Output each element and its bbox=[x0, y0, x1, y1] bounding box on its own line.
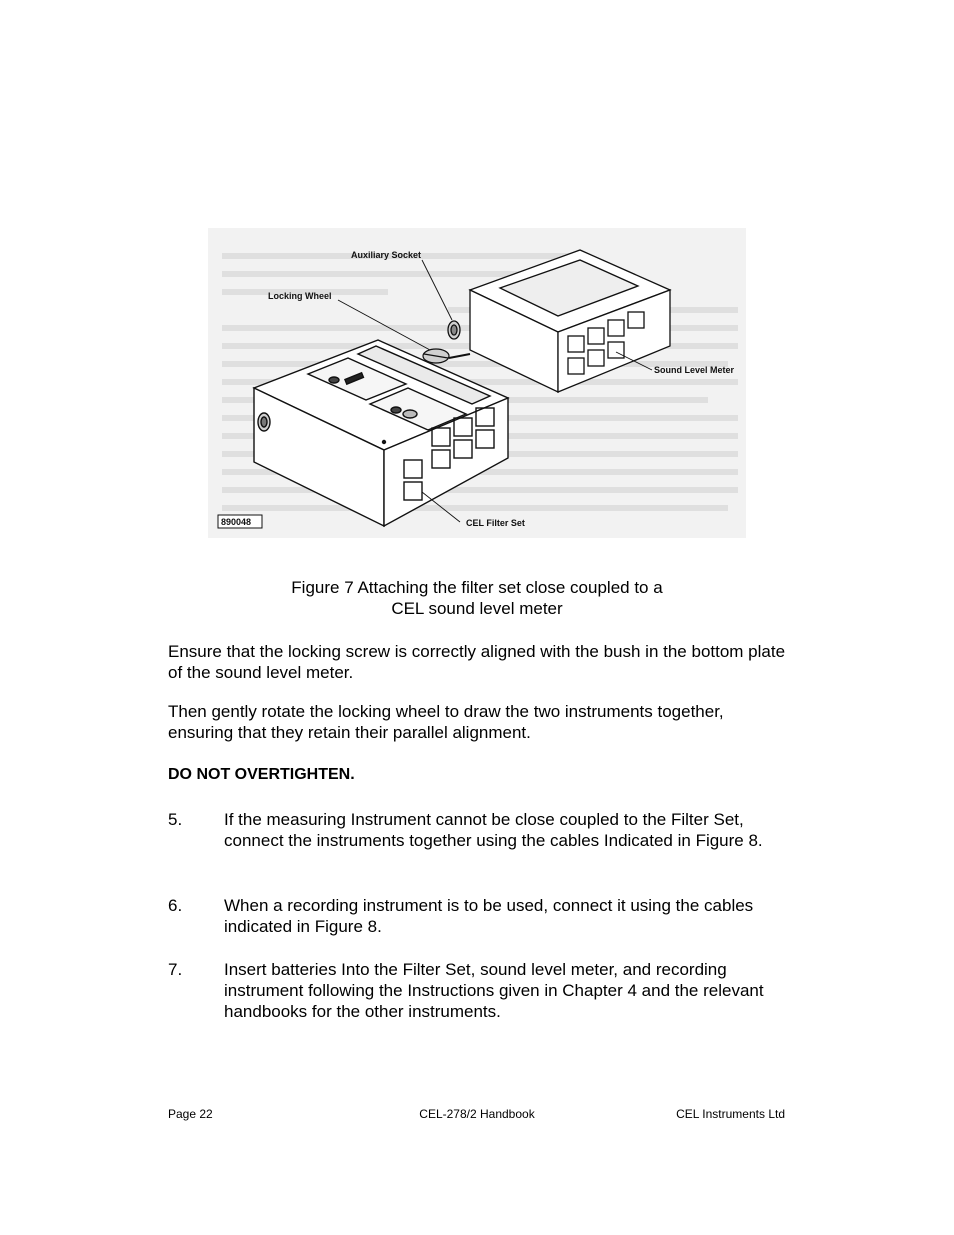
label-cel-filter-set: CEL Filter Set bbox=[466, 518, 525, 528]
list-item-number: 7. bbox=[168, 960, 183, 979]
warning-text: DO NOT OVERTIGHTEN. bbox=[168, 766, 355, 783]
footer-company: CEL Instruments Ltd bbox=[676, 1107, 785, 1121]
footer-page-number: Page 22 bbox=[168, 1107, 213, 1121]
label-locking-wheel: Locking Wheel bbox=[268, 291, 332, 301]
figure-7-illustration bbox=[208, 228, 746, 538]
label-sound-level-meter: Sound Level Meter bbox=[654, 365, 735, 375]
label-figure-code: 890048 bbox=[221, 517, 252, 527]
label-auxiliary-socket: Auxiliary Socket bbox=[351, 250, 422, 260]
figure-caption-line-2: CEL sound level meter bbox=[391, 599, 563, 618]
list-item-number: 5. bbox=[168, 810, 183, 829]
list-item-text: If the measuring Instrument cannot be close coupled to the Filter Set, connect the instruments together using the cables Indicated in Figure 8. bbox=[224, 810, 763, 850]
list-item-text: Insert batteries Into the Filter Set, sound level meter, and recording instrument following the Instructions given in Chapter 4 and the relevant handbooks for the other instruments. bbox=[224, 960, 764, 1021]
list-item-number: 6. bbox=[168, 896, 183, 915]
list-item-text: When a recording instrument is to be used, connect it using the cables indicated in Figure 8. bbox=[224, 896, 754, 936]
filter-set-diagram bbox=[208, 228, 746, 538]
figure-caption-line-1: Figure 7 Attaching the filter set close coupled to a bbox=[291, 578, 663, 597]
paragraph-locking-wheel: Then gently rotate the locking wheel to draw the two instruments together, ensuring that they retain their parallel alignment. bbox=[168, 702, 724, 742]
footer-document-title: CEL-278/2 Handbook bbox=[419, 1107, 535, 1121]
paragraph-locking-screw: Ensure that the locking screw is correctly aligned with the bush in the bottom plate of the sound level meter. bbox=[168, 642, 786, 682]
